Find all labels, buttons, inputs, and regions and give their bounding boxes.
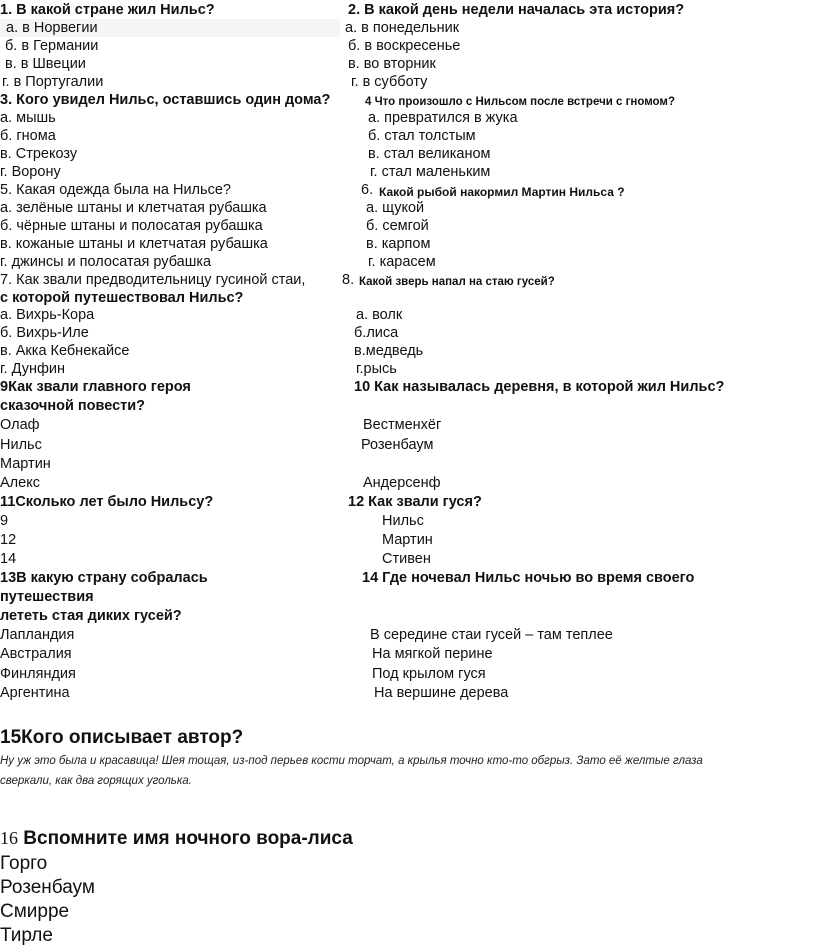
q7-option: б. Вихрь-Иле — [0, 325, 89, 341]
q14-option: Под крылом гуся — [372, 666, 486, 682]
q1-option: г. в Португалии — [2, 74, 104, 90]
q9-option: Алекс — [0, 475, 40, 491]
q1-option: б. в Германии — [5, 38, 99, 54]
q12-option: Стивен — [382, 551, 431, 567]
q11-question: 11Сколько лет было Нильсу? — [0, 494, 214, 510]
q10-option: Вестменхёг — [363, 417, 442, 433]
q2-question: 2. В какой день недели началась эта история? — [348, 2, 685, 18]
q5-question: 5. Какая одежда была на Нильсе? — [0, 182, 231, 198]
q14-question: 14 Где ночевал Нильс ночью во время своего — [362, 570, 695, 586]
q13-question-cont: путешествия — [0, 589, 94, 605]
q16-number: 16 — [0, 828, 18, 848]
q2-option: б. в воскресенье — [348, 38, 461, 54]
q2-option: в. во вторник — [348, 56, 436, 72]
q3-option: а. мышь — [0, 110, 56, 126]
q6-option: г. карасем — [368, 254, 436, 270]
q6-question: Какой рыбой накормил Мартин Нильса ? — [379, 185, 625, 199]
q11-option: 9 — [0, 513, 9, 529]
q14-option: На вершине дерева — [374, 685, 509, 701]
q4-question: 4 Что произошло с Нильсом после встречи с гномом? — [365, 96, 675, 108]
q16-option: Тирле — [0, 925, 53, 946]
q12-option: Мартин — [382, 532, 433, 548]
q5-option: б. чёрные штаны и полосатая рубашка — [0, 218, 263, 234]
q5-option: в. кожаные штаны и клетчатая рубашка — [0, 236, 268, 252]
q10-option: Розенбаум — [361, 437, 434, 453]
q6-option: в. карпом — [366, 236, 431, 252]
q16-heading — [0, 828, 353, 850]
q11-option: 12 — [0, 532, 17, 548]
q13-option: Финляндия — [0, 666, 76, 682]
q5-option: а. зелёные штаны и клетчатая рубашка — [0, 200, 267, 216]
q7-option: а. Вихрь-Кора — [0, 307, 95, 323]
q2-option: г. в субботу — [351, 74, 428, 90]
q16-option: Горго — [0, 853, 48, 874]
q9-option: Олаф — [0, 417, 40, 433]
q1-question: 1. В какой стране жил Нильс? — [0, 2, 215, 18]
q10-option: Андерсенф — [363, 475, 441, 491]
q4-option: в. стал великаном — [368, 146, 491, 162]
q12-question: 12 Как звали гуся? — [348, 494, 482, 510]
q3-question: 3. Кого увидел Нильс, оставшись один дома? — [0, 92, 331, 108]
q16-option: Смирре — [0, 901, 70, 922]
q8-option: в.медведь — [354, 343, 424, 359]
q10-question: 10 Как называлась деревня, в которой жил Нильс? — [354, 379, 725, 395]
q9-option: Мартин — [0, 456, 51, 472]
q8-option: а. волк — [356, 307, 403, 323]
q3-option: в. Стрекозу — [0, 146, 78, 162]
q4-option: а. превратился в жука — [368, 110, 518, 126]
q6-option: а. щукой — [366, 200, 425, 216]
q2-option: а. в понедельник — [345, 20, 460, 36]
q15-passage: Ну уж это была и красавица! Шея тощая, из-под перьев кости торчат, а крылья точно кто-то обгрыз. Зато её желтые глаза — [0, 755, 703, 767]
q9-question-cont: сказочной повести? — [0, 398, 146, 414]
q8-number: 8. — [342, 272, 355, 288]
q7-option: г. Дунфин — [0, 361, 66, 377]
q16-option: Розенбаум — [0, 877, 95, 898]
q7-question: 7. Как звали предводительницу гусиной стаи, — [0, 272, 306, 288]
q13-question-cont: лететь стая диких гусей? — [0, 608, 182, 624]
q11-option: 14 — [0, 551, 17, 567]
q13-option: Лапландия — [0, 627, 75, 643]
q13-question: 13В какую страну собралась — [0, 570, 208, 586]
q6-option: б. семгой — [366, 218, 429, 234]
q5-option: г. джинсы и полосатая рубашка — [0, 254, 212, 270]
q15-passage-cont: сверкали, как два горящих уголька. — [0, 775, 192, 787]
q12-option: Нильс — [382, 513, 424, 529]
q4-option: г. стал маленьким — [370, 164, 491, 180]
q14-option: В середине стаи гусей – там теплее — [370, 627, 613, 643]
q15-question: 15Кого описывает автор? — [0, 727, 244, 748]
q9-question: 9Как звали главного героя — [0, 379, 191, 395]
q13-option: Аргентина — [0, 685, 70, 701]
q3-option: б. гнома — [0, 128, 56, 144]
q8-option: б.лиса — [354, 325, 399, 341]
q7-option: в. Акка Кебнекайсе — [0, 343, 130, 359]
q16-question: Вспомните имя ночного вора-лиса — [23, 828, 353, 849]
q1-option: а. в Норвегии — [0, 19, 340, 37]
q14-option: На мягкой перине — [372, 646, 493, 662]
q9-option: Нильс — [0, 437, 42, 453]
q6-number: 6. — [361, 182, 374, 198]
q3-option: г. Ворону — [0, 164, 61, 180]
q4-option: б. стал толстым — [368, 128, 476, 144]
q7-question-cont: с которой путешествовал Нильс? — [0, 290, 244, 306]
q13-option: Австралия — [0, 646, 72, 662]
q1-option: в. в Швеции — [5, 56, 86, 72]
q8-question: Какой зверь напал на стаю гусей? — [359, 276, 555, 288]
q8-option: г.рысь — [356, 361, 397, 377]
